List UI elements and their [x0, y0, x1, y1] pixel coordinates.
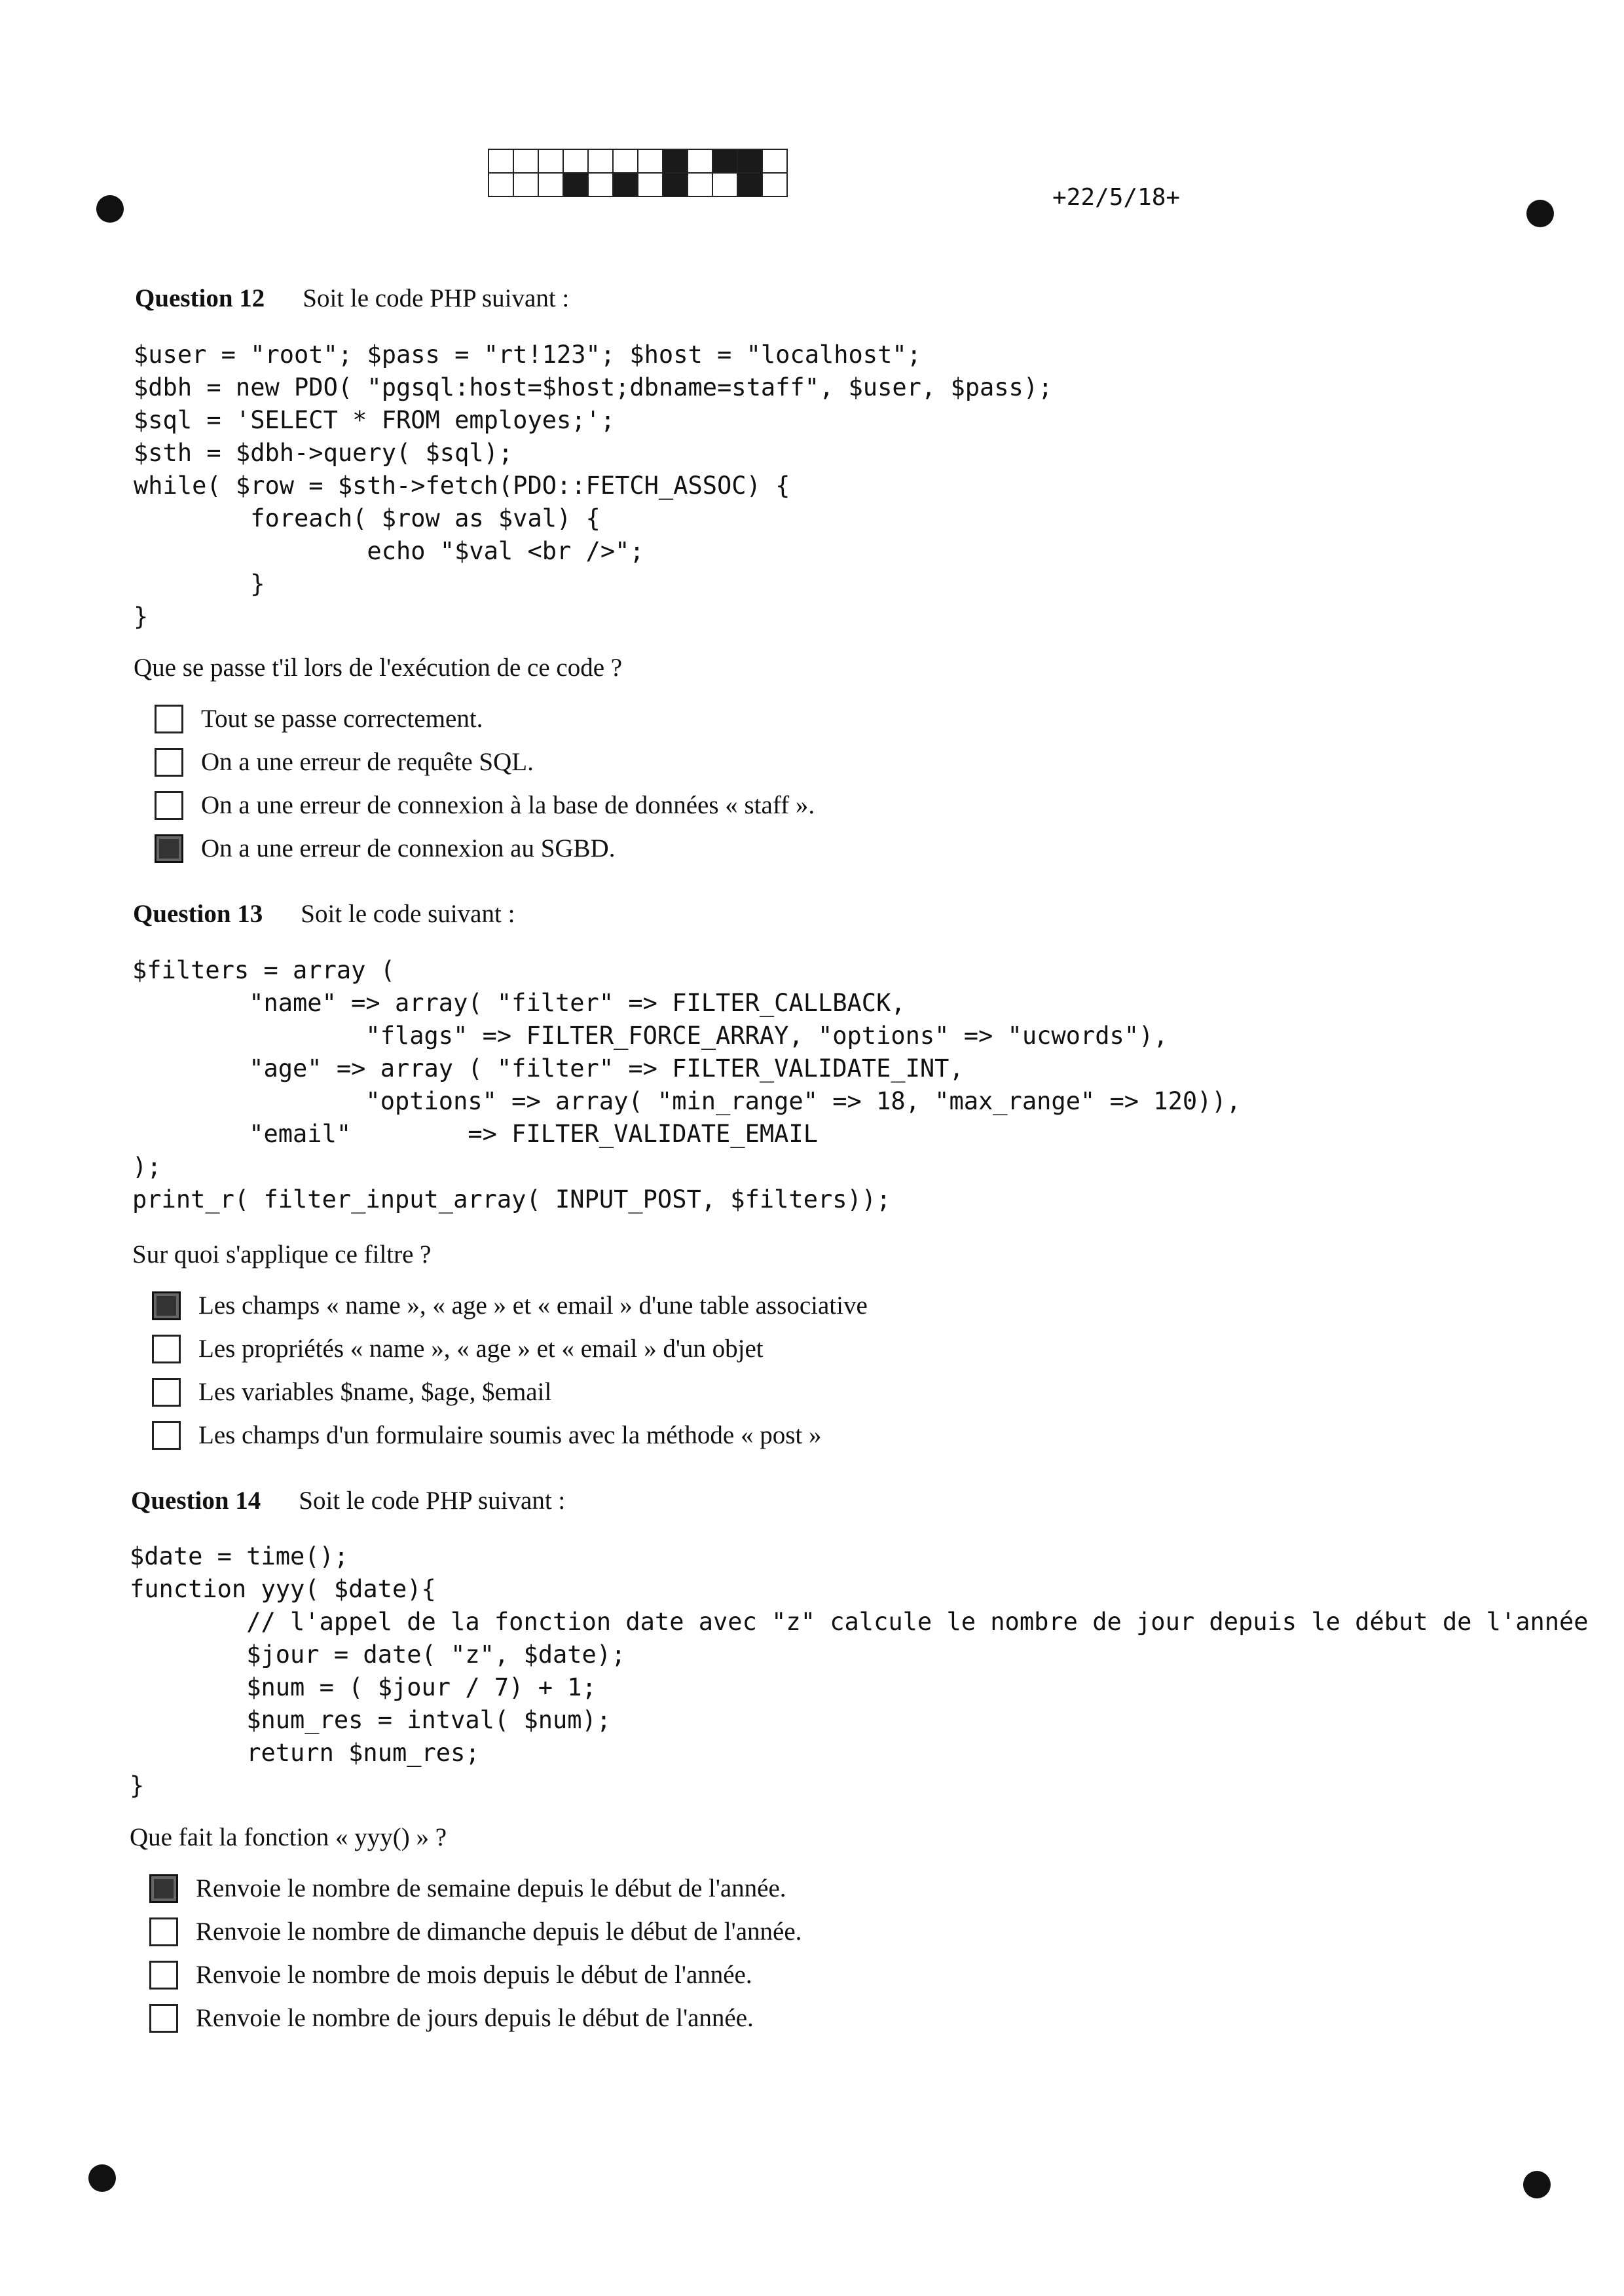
- id-grid-cell: [662, 172, 688, 197]
- checkbox[interactable]: [155, 705, 183, 733]
- id-grid-cell: [737, 149, 763, 174]
- option-label: Renvoie le nombre de semaine depuis le début de l'année.: [196, 1874, 786, 1902]
- question-12-prompt: Que se passe t'il lors de l'exécution de ce code ?: [134, 654, 623, 682]
- question-13-option-2[interactable]: [152, 1334, 764, 1363]
- question-13-option-4[interactable]: [152, 1420, 821, 1450]
- question-14-option-3[interactable]: [149, 1960, 752, 1990]
- question-12-option-2[interactable]: [155, 747, 534, 777]
- option-label: Renvoie le nombre de mois depuis le début de l'année.: [196, 1961, 752, 1989]
- id-grid-cell: [587, 149, 614, 174]
- option-label: Les variables $name, $age, $email: [198, 1378, 552, 1406]
- question-label: Question 13: [133, 900, 263, 928]
- option-label: Les propriétés « name », « age » et « email » d'un objet: [198, 1335, 764, 1363]
- checkbox[interactable]: [152, 1335, 181, 1363]
- id-grid-cell: [513, 172, 539, 197]
- question-14-option-2[interactable]: [149, 1917, 802, 1946]
- id-grid-cell: [737, 172, 763, 197]
- question-12-header: [135, 284, 569, 313]
- option-label: Les champs « name », « age » et « email » d'une table associative: [198, 1291, 868, 1320]
- checkbox[interactable]: [152, 1378, 181, 1407]
- id-grid-cell: [612, 172, 638, 197]
- id-grid-cell: [538, 149, 564, 174]
- checkbox[interactable]: [155, 834, 183, 863]
- registration-dot-top-left: [96, 195, 124, 223]
- option-label: On a une erreur de connexion au SGBD.: [201, 834, 616, 862]
- question-14-header: [131, 1486, 565, 1515]
- id-grid-cell: [563, 149, 589, 174]
- id-grid-cell: [538, 172, 564, 197]
- id-grid-cell: [662, 149, 688, 174]
- id-grid-cell: [687, 149, 713, 174]
- registration-dot-top-right: [1526, 200, 1554, 227]
- question-14-option-4[interactable]: [149, 2003, 754, 2033]
- id-grid-cell: [637, 172, 663, 197]
- option-label: Renvoie le nombre de jours depuis le début de l'année.: [196, 2004, 754, 2032]
- id-grid-cell: [762, 172, 788, 197]
- question-intro: Soit le code PHP suivant :: [303, 284, 570, 312]
- option-label: Tout se passe correctement.: [201, 705, 483, 733]
- option-label: Renvoie le nombre de dimanche depuis le début de l'année.: [196, 1917, 802, 1946]
- checkbox[interactable]: [149, 2004, 178, 2033]
- question-13-code: $filters = array ( "name" => array( "filter" => FILTER_CALLBACK, "flags" => FILTER_FORCE_ARRAY, "options" => "ucwords"), "age" => array ( "filter" => FILTER_VALIDATE_INT, "options" => array( "min_range" => 18, "max_range" => 120)), "email" => FILTER_VALIDATE_EMAIL ); print_r( filter_input_array( INPUT_POST, $filters));: [132, 956, 1241, 1213]
- id-grid-cell: [687, 172, 713, 197]
- question-intro: Soit le code PHP suivant :: [299, 1487, 566, 1515]
- id-grid-cell: [762, 149, 788, 174]
- option-label: On a une erreur de connexion à la base de données « staff ».: [201, 791, 815, 819]
- id-grid-cell: [488, 149, 514, 174]
- question-12-option-4[interactable]: [155, 834, 615, 863]
- checkbox[interactable]: [152, 1291, 181, 1320]
- checkbox[interactable]: [155, 748, 183, 777]
- question-label: Question 14: [131, 1487, 261, 1515]
- question-label: Question 12: [135, 284, 265, 312]
- question-13-prompt: Sur quoi s'applique ce filtre ?: [132, 1240, 432, 1268]
- checkbox[interactable]: [149, 1874, 178, 1903]
- id-grid-cell: [637, 149, 663, 174]
- id-grid-cell: [488, 172, 514, 197]
- question-14-code: $date = time(); function yyy( $date){ // l'appel de la fonction date avec "z" calcule le nombre de jour depuis le début de l'année $jour = date( "z", $date); $num = ( $jour / 7) + 1; $num_res = intval( $num); return $num_res; }: [130, 1542, 1589, 1800]
- option-label: Les champs d'un formulaire soumis avec la méthode « post »: [198, 1421, 822, 1449]
- checkbox[interactable]: [155, 791, 183, 820]
- registration-dot-bottom-left: [88, 2164, 116, 2192]
- id-grid-cell: [513, 149, 539, 174]
- question-12-code: $user = "root"; $pass = "rt!123"; $host = "localhost"; $dbh = new PDO( "pgsql:host=$host;dbname=staff", $user, $pass); $sql = 'SELECT * FROM employes;'; $sth = $dbh->query( $sql); while( $row = $sth->fetch(PDO::FETCH_ASSOC) { foreach( $row as $val) { echo "$val <br />"; } }: [134, 341, 1053, 631]
- registration-dot-bottom-right: [1523, 2171, 1551, 2198]
- question-12-option-3[interactable]: [155, 790, 815, 820]
- question-13-option-3[interactable]: [152, 1377, 551, 1407]
- id-grid-cell: [712, 149, 738, 174]
- student-id-grid: [488, 149, 786, 196]
- question-13-option-1[interactable]: [152, 1291, 868, 1320]
- question-14-prompt: Que fait la fonction « yyy() » ?: [130, 1823, 447, 1851]
- id-grid-row: [488, 149, 786, 172]
- id-grid-cell: [712, 172, 738, 197]
- id-grid-cell: [612, 149, 638, 174]
- checkbox[interactable]: [149, 1961, 178, 1990]
- question-14-option-1[interactable]: [149, 1874, 786, 1903]
- question-12-option-1[interactable]: [155, 704, 483, 733]
- id-grid-cell: [587, 172, 614, 197]
- id-grid-row: [488, 172, 786, 196]
- page-code: +22/5/18+: [1052, 184, 1181, 211]
- question-13-header: [133, 899, 515, 929]
- checkbox[interactable]: [149, 1917, 178, 1946]
- option-label: On a une erreur de requête SQL.: [201, 748, 534, 776]
- id-grid-cell: [563, 172, 589, 197]
- question-intro: Soit le code suivant :: [301, 900, 515, 928]
- checkbox[interactable]: [152, 1421, 181, 1450]
